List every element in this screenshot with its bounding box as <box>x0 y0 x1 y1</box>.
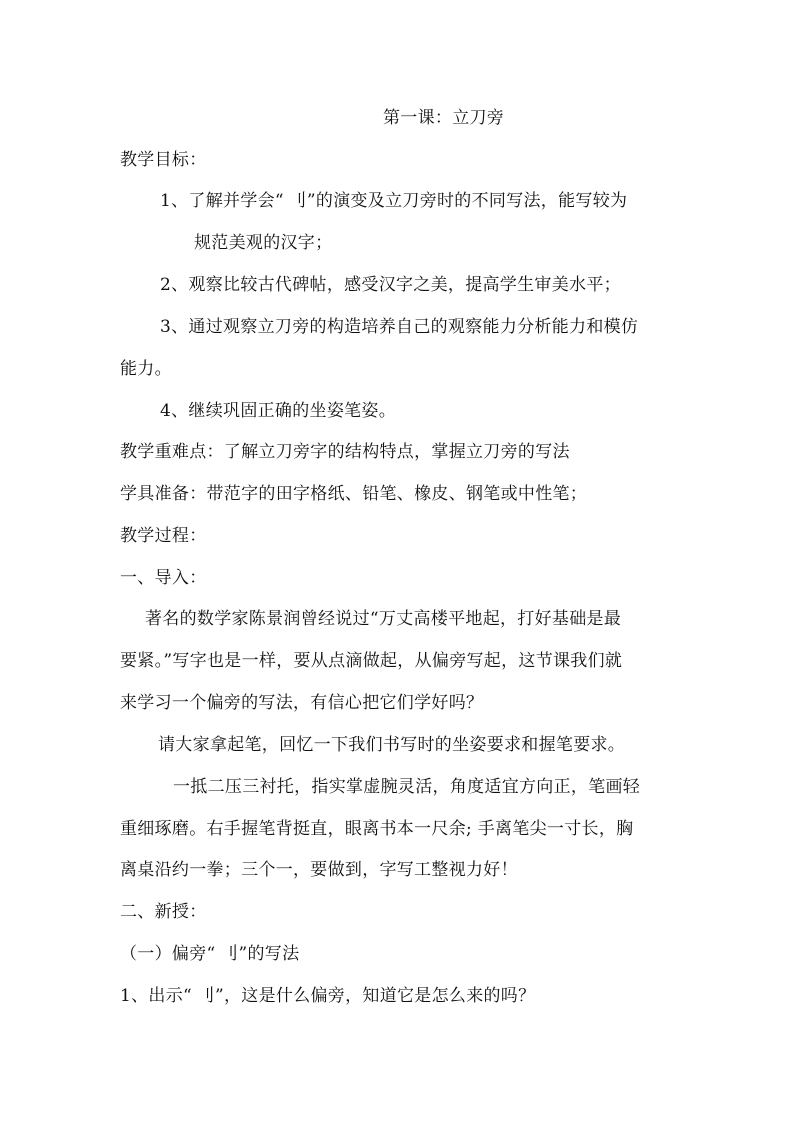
posture-rhyme-line-3: 离桌沿约一拳；三个一，要做到，字写工整视力好！ <box>120 860 518 880</box>
section-heading-teaching-process: 教学过程： <box>120 526 207 546</box>
section-heading-teaching-goals: 教学目标： <box>120 150 207 170</box>
goal-item-2: 2、观察比较古代碑帖，感受汉字之美，提高学生审美水平； <box>160 275 621 295</box>
question-radical-origin: 1、出示“ 刂”，这是什么偏旁，知道它是怎么来的吗？ <box>120 986 536 1006</box>
goal-item-4: 4、继续巩固正确的坐姿笔姿。 <box>160 401 397 421</box>
section-heading-introduction: 一、导入： <box>120 568 207 588</box>
introduction-paragraph-line-1: 著名的数学家陈景润曾经说过“万丈高楼平地起，打好基础是最 <box>145 609 622 629</box>
subheading-radical-writing: （一）偏旁“ 刂”的写法 <box>120 944 300 964</box>
key-difficulties: 教学重难点：了解立刀旁字的结构特点，掌握立刀旁的写法 <box>120 442 570 462</box>
lesson-title: 第一课：立刀旁 <box>383 108 505 128</box>
posture-rhyme-line-1: 一抵二压三衬托，指实掌虚腕灵活，角度适宜方向正，笔画轻 <box>173 777 641 797</box>
introduction-paragraph-line-3: 来学习一个偏旁的写法，有信心把它们学好吗？ <box>120 693 484 713</box>
goal-item-3-continued: 能力。 <box>120 359 172 379</box>
posture-rhyme-line-2: 重细琢磨。右手握笔背挺直，眼离书本一尺余; 手离笔尖一寸长，胸 <box>120 819 634 839</box>
goal-item-3: 3、通过观察立刀旁的构造培养自己的观察能力分析能力和模仿 <box>160 317 639 337</box>
section-heading-new-lesson: 二、新授： <box>120 902 207 922</box>
goal-item-1: 1、了解并学会“ 刂”的演变及立刀旁时的不同写法，能写较为 <box>160 191 628 211</box>
posture-instruction: 请大家拿起笔，回忆一下我们书写时的坐姿要求和握笔要求。 <box>158 735 626 755</box>
introduction-paragraph-line-2: 要紧。”写字也是一样，要从点滴做起，从偏旁写起，这节课我们就 <box>120 651 623 671</box>
goal-item-1-continued: 规范美观的汉字； <box>194 233 333 253</box>
materials-preparation: 学具准备：带范字的田字格纸、铅笔、橡皮、钢笔或中性笔； <box>120 484 588 504</box>
